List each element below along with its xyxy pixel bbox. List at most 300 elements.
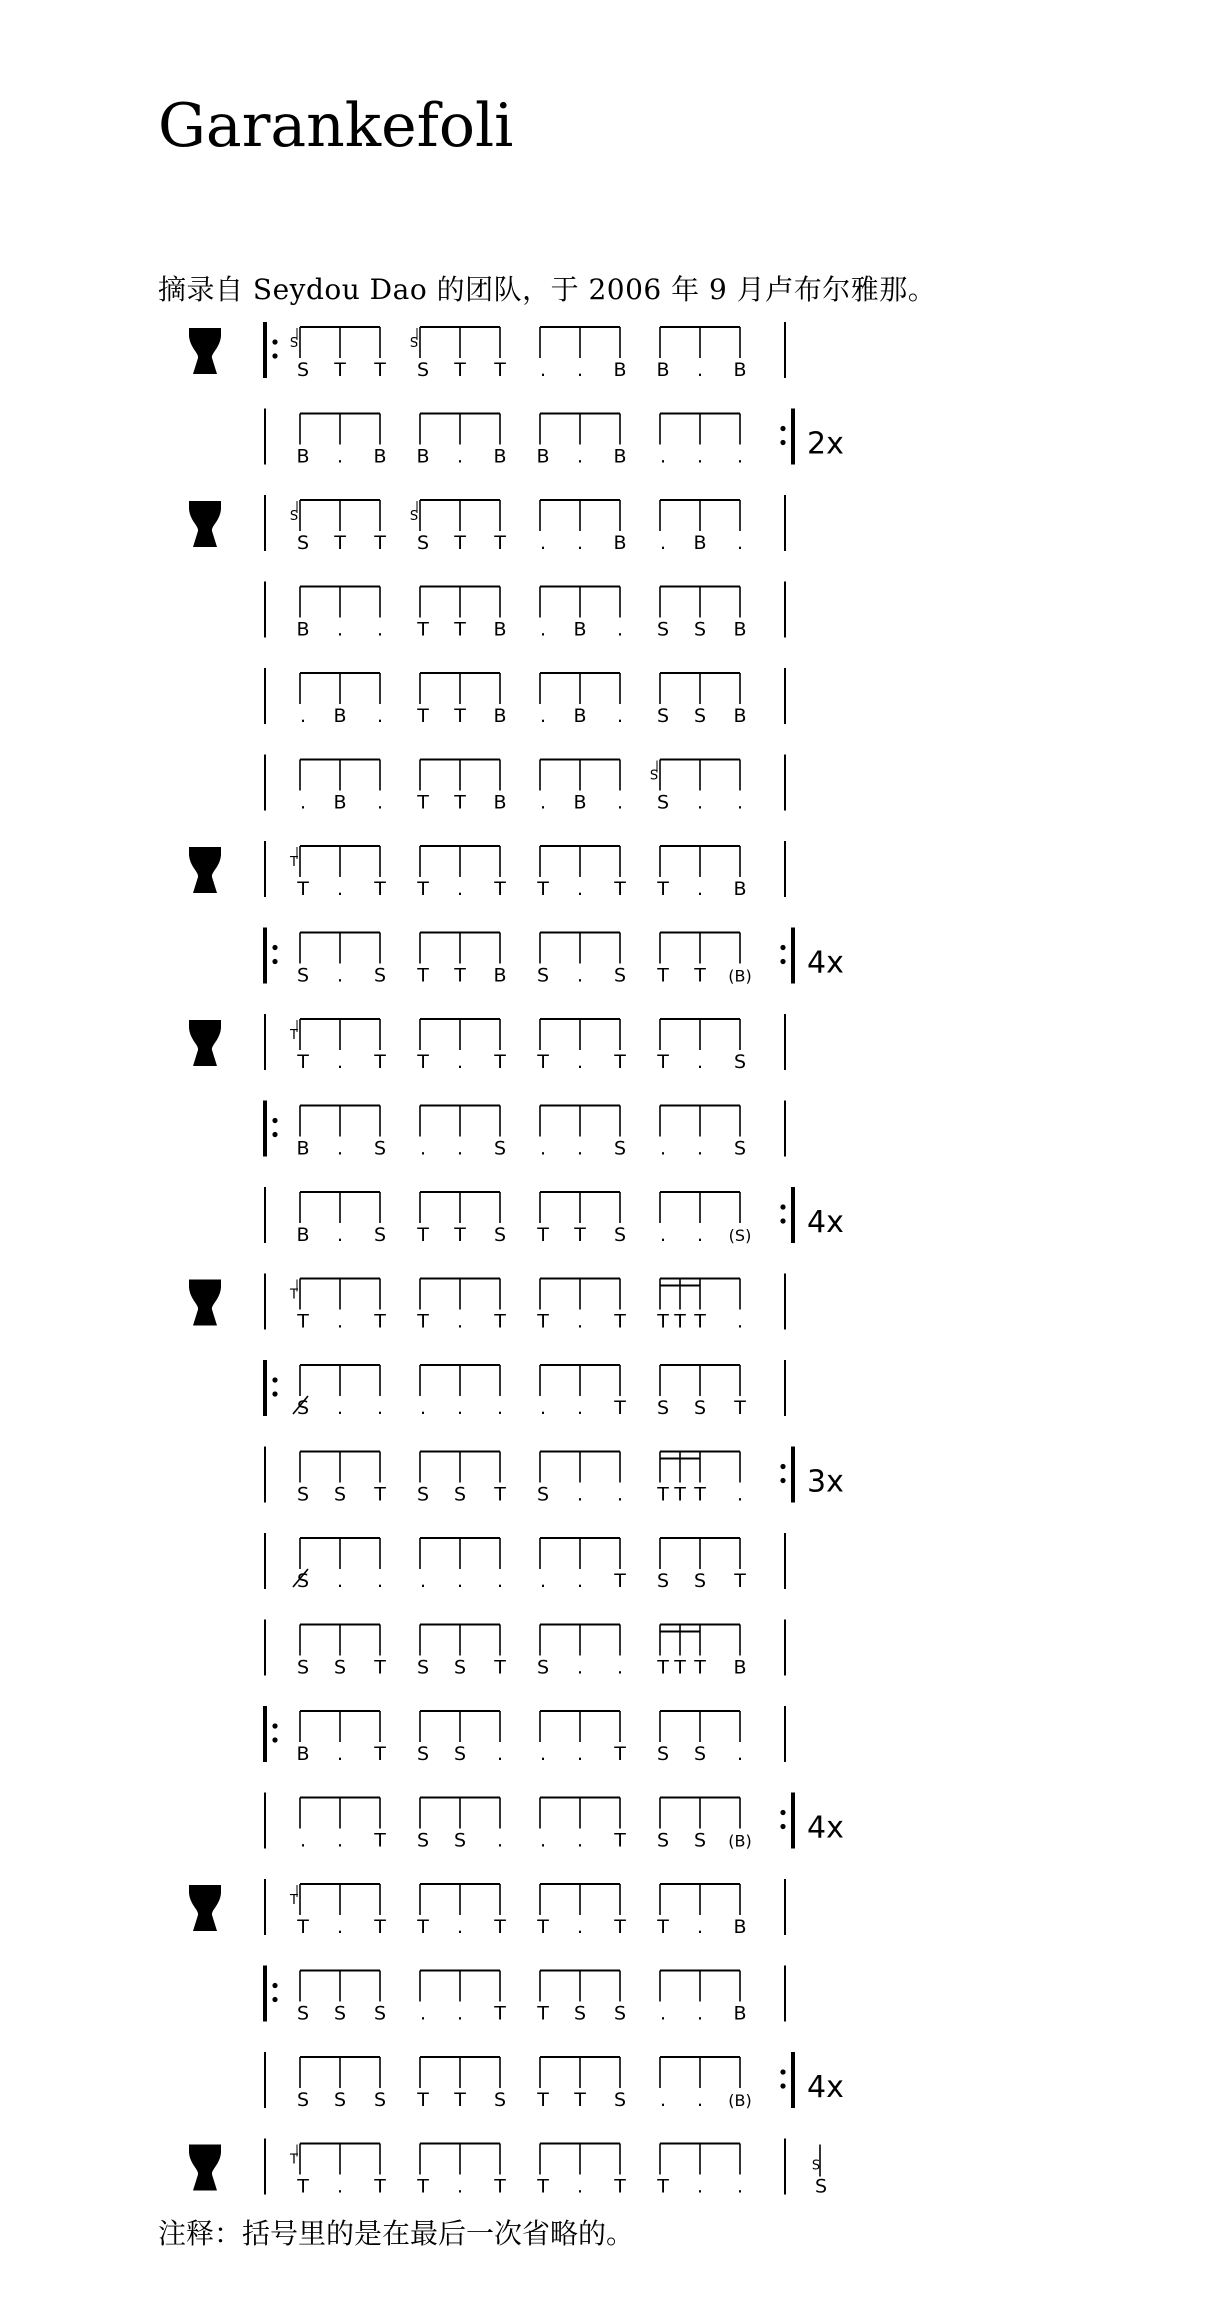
note-label: B (333, 705, 347, 727)
beat-group (290, 500, 386, 554)
note-label: . (419, 2002, 427, 2025)
note-label: S (613, 2002, 627, 2025)
repeat-dot (780, 2083, 785, 2088)
note-label: S (373, 1137, 387, 1160)
note-label: . (736, 532, 744, 554)
beat-group (420, 1971, 506, 2025)
note-label: . (336, 1224, 344, 1246)
beat-group (540, 327, 627, 381)
note-label: S (453, 1829, 467, 1852)
beat-group (540, 1365, 626, 1419)
beat-group (540, 760, 623, 814)
beat-group (297, 933, 386, 987)
note-label: T (297, 1051, 309, 1073)
note-label: T (614, 878, 626, 900)
note-label: T (674, 1656, 686, 1679)
note-label: S (656, 1397, 670, 1419)
note-label: . (336, 1829, 344, 1852)
note-label: (B) (728, 966, 752, 986)
drum-shape (189, 1020, 221, 1066)
note-label: . (696, 445, 704, 468)
beat-group (289, 846, 386, 900)
note-label: T (537, 1224, 549, 1246)
note-label: B (493, 618, 507, 641)
note-label: . (696, 1137, 704, 1160)
repeat-dot (780, 1810, 785, 1815)
beat-group (416, 760, 506, 814)
note-label: S (493, 2089, 507, 2111)
note-label: T (614, 1916, 626, 1938)
note-label: T (494, 1656, 506, 1679)
note-label: . (659, 2002, 667, 2025)
note-label: . (576, 1051, 584, 1073)
repeat-count: 4x (807, 1810, 844, 1846)
note-label: . (336, 1051, 344, 1073)
note-label: T (417, 791, 429, 814)
beat-group (296, 414, 386, 468)
note-label: . (376, 1397, 384, 1419)
flam-grace-note: S (289, 336, 299, 351)
beat-group (657, 673, 747, 727)
note-label: . (539, 618, 547, 641)
note-label: . (419, 1570, 427, 1592)
note-label: T (417, 618, 429, 641)
repeat-dot (780, 2069, 785, 2074)
note-label: . (576, 878, 584, 900)
note-label: T (537, 2175, 549, 2198)
note-label: T (417, 1224, 429, 1246)
note-label: T (614, 2175, 626, 2198)
note-label: T (454, 359, 466, 381)
note-label: T (494, 359, 506, 381)
beat-group (289, 2144, 386, 2198)
beat-group (297, 1452, 386, 1506)
note-label: . (336, 1916, 344, 1938)
beat-group (656, 846, 746, 900)
beat-group (540, 1798, 626, 1852)
note-label: S (656, 791, 670, 814)
note-label: . (576, 964, 584, 987)
beat-group (657, 1798, 752, 1852)
note-label: T (614, 1051, 626, 1073)
note-label: . (736, 1483, 744, 1506)
note-label: B (656, 359, 670, 381)
note-label: T (694, 1310, 706, 1333)
rhythm-row (265, 2052, 844, 2111)
beat-group (416, 2057, 506, 2111)
note-label: S (373, 2002, 387, 2025)
note-label: B (493, 445, 507, 468)
note-label: B (573, 705, 587, 727)
beat-group (657, 1365, 746, 1419)
beat-group (296, 587, 383, 641)
note-label: . (336, 878, 344, 900)
beat-group (416, 933, 506, 987)
note-label: T (297, 1310, 309, 1333)
note-label: T (374, 532, 386, 554)
note-label: T (494, 1310, 506, 1333)
note-label: . (456, 1310, 464, 1333)
note-label: S (733, 1137, 747, 1160)
rhythm-row (189, 2139, 827, 2198)
repeat-dot (272, 1737, 277, 1742)
note-label: S (493, 1137, 507, 1160)
note-label: . (616, 1656, 624, 1679)
note-label: B (493, 791, 507, 814)
note-label: S (296, 359, 310, 381)
note-label: . (736, 2175, 744, 2198)
djembe-drum-icon (189, 1020, 221, 1066)
beat-group (536, 846, 626, 900)
beat-group (660, 500, 743, 554)
beat-group (657, 1711, 743, 1765)
note-label: . (736, 1310, 744, 1333)
note-label: T (537, 1051, 549, 1073)
note-label: . (376, 1570, 384, 1592)
repeat-count: 4x (807, 2070, 844, 2105)
repeat-dot (272, 1118, 277, 1123)
note-label: T (657, 1656, 669, 1679)
repeat-dot (272, 945, 277, 950)
note-label: T (657, 1916, 669, 1938)
note-label: . (336, 1397, 344, 1419)
drum-shape (189, 501, 221, 547)
note-label: S (373, 1224, 387, 1246)
drum-shape (189, 328, 221, 374)
note-label: S (613, 1224, 627, 1246)
beat-group (416, 587, 506, 641)
note-label: B (613, 445, 627, 468)
beat-group (650, 760, 743, 814)
beat-group (660, 1192, 751, 1246)
beat-group (416, 673, 506, 727)
note-label: T (614, 1397, 626, 1419)
note-label: S (416, 359, 430, 381)
beat-group (416, 2144, 506, 2198)
note-label: T (494, 1483, 506, 1506)
note-label: B (733, 618, 747, 641)
beat-group (536, 1971, 626, 2025)
beat-group (296, 1711, 386, 1765)
beat-group (297, 1625, 386, 1679)
note-label: S (733, 1051, 747, 1073)
note-label: . (456, 878, 464, 900)
beat-group (410, 327, 506, 381)
note-label: B (613, 359, 627, 381)
note-label: S (656, 1829, 670, 1852)
note-label: . (539, 1397, 547, 1419)
note-label: T (574, 1224, 586, 1246)
note-label: S (333, 2089, 347, 2111)
note-label: S (296, 964, 310, 987)
beat-group (536, 1019, 626, 1073)
flam-grace-note: S (409, 336, 419, 351)
note-label: T (674, 1310, 686, 1333)
repeat-dot (780, 1478, 785, 1483)
note-label: T (494, 532, 506, 554)
note-label: . (696, 2175, 704, 2198)
rhythm-row (265, 1966, 785, 2025)
note-label: . (736, 1743, 744, 1765)
beat-group (540, 1538, 626, 1592)
note-label: S (536, 1656, 550, 1679)
beat-group (657, 1538, 746, 1592)
note-label: . (576, 1483, 584, 1506)
beat-group (537, 1625, 623, 1679)
beat-group (297, 2057, 386, 2111)
note-label: . (496, 1829, 504, 1852)
note-label: B (733, 1916, 747, 1938)
beat-group (537, 933, 626, 987)
beat-group (536, 1279, 626, 1333)
footnote: 注释：括号里的是在最后一次省略的。 (158, 2217, 635, 2250)
note-label: . (336, 1137, 344, 1160)
note-label: . (336, 1570, 344, 1592)
note-label: . (659, 532, 667, 554)
note-label: S (693, 1829, 707, 1852)
note-label: . (299, 1829, 307, 1852)
note-label: T (614, 1743, 626, 1765)
flam-grace-note: S (649, 768, 659, 784)
note-label: . (496, 1570, 504, 1592)
note-label: T (694, 1483, 706, 1506)
flam-grace-note: S (811, 2158, 821, 2174)
note-label: S (416, 1829, 430, 1852)
note-label: . (576, 1397, 584, 1419)
note-label: . (539, 532, 547, 554)
note-label: T (494, 878, 506, 900)
note-label: . (539, 1829, 547, 1852)
note-label: . (696, 878, 704, 900)
note-label: S (333, 1656, 347, 1679)
note-label: T (417, 878, 429, 900)
note-label: S (656, 618, 670, 641)
note-label: . (576, 1829, 584, 1852)
beat-group (289, 1884, 386, 1938)
note-label: T (494, 2002, 506, 2025)
note-label: . (696, 1916, 704, 1938)
note-label: S (296, 1656, 310, 1679)
beat-group (660, 414, 743, 468)
rhythm-row (265, 928, 844, 987)
beat-group (656, 1279, 743, 1333)
note-label: T (297, 878, 309, 900)
rhythm-row (265, 1187, 844, 1246)
beat-group (300, 673, 383, 727)
note-label: S (693, 618, 707, 641)
note-label: S (416, 1656, 430, 1679)
repeat-count: 2x (807, 426, 844, 462)
note-label: . (736, 791, 744, 814)
beat-group (417, 1798, 503, 1852)
flam-grace-note: T (290, 2152, 298, 2168)
beat-group (656, 2144, 743, 2198)
repeat-count: 3x (807, 1464, 844, 1500)
note-label: . (456, 2002, 464, 2025)
note-label: B (296, 1224, 310, 1246)
note-label: T (614, 1310, 626, 1333)
rhythm-row (265, 1620, 785, 1679)
note-label: . (616, 618, 624, 641)
beat-group (296, 1106, 386, 1160)
beat-group (540, 587, 623, 641)
note-label: . (659, 1137, 667, 1160)
beat-group (540, 1106, 626, 1160)
note-label: S (536, 1483, 550, 1506)
note-label: . (376, 791, 384, 814)
repeat-count: 4x (807, 945, 844, 981)
note-label: . (336, 964, 344, 987)
beat-group (289, 1019, 386, 1073)
note-label: T (657, 2175, 669, 2198)
rhythm-row (265, 1101, 785, 1160)
note-label: T (374, 1051, 386, 1073)
repeat-dot (780, 440, 785, 445)
note-label: . (696, 791, 704, 814)
note-label: T (334, 359, 346, 381)
note-label: B (693, 532, 707, 554)
note-label: . (456, 1570, 464, 1592)
note-label: S (656, 1570, 670, 1592)
note-label: S (573, 2002, 587, 2025)
note-label: . (576, 1310, 584, 1333)
note-label: S (493, 1224, 507, 1246)
repeat-dot (780, 945, 785, 950)
beat-group (420, 1106, 506, 1160)
beat-group (536, 2057, 626, 2111)
beat-group (297, 1971, 386, 2025)
note-label: T (454, 618, 466, 641)
note-label: . (576, 445, 584, 468)
beat-group (660, 2057, 752, 2111)
rhythm-row (265, 582, 785, 641)
repeat-dot (272, 1391, 277, 1396)
flam-grace-note: T (290, 1028, 298, 1043)
page-title: Garankefoli (158, 91, 514, 161)
note-label: B (296, 1743, 310, 1765)
note-label: T (614, 1829, 626, 1852)
note-label: T (574, 2089, 586, 2111)
note-label: . (376, 705, 384, 727)
note-label: T (374, 1310, 386, 1333)
beat-group (416, 414, 506, 468)
note-label: . (336, 2175, 344, 2198)
drum-shape (189, 2145, 221, 2191)
note-label: B (333, 791, 347, 814)
note-label: T (374, 878, 386, 900)
note-label: S (373, 964, 387, 987)
note-label: S (373, 2089, 387, 2111)
note-label: . (616, 705, 624, 727)
note-label: T (614, 1570, 626, 1592)
note-label: B (493, 705, 507, 727)
note-label: S (693, 1397, 707, 1419)
drum-shape (189, 847, 221, 893)
note-label: . (419, 1137, 427, 1160)
flam-grace-note: S (409, 509, 419, 524)
beat-group (656, 1019, 746, 1073)
note-label: B (573, 618, 587, 641)
note-label: . (616, 1483, 624, 1506)
note-label: B (373, 445, 387, 468)
beat-group (540, 500, 627, 554)
note-label: S (536, 964, 550, 987)
note-label: B (296, 1137, 310, 1160)
beat-group (656, 1452, 743, 1506)
djembe-drum-icon (189, 2145, 221, 2191)
rhythm-row (189, 322, 785, 381)
beat-group (536, 1884, 626, 1938)
rhythm-row (189, 495, 785, 554)
repeat-dot (272, 339, 277, 344)
djembe-drum-icon (189, 847, 221, 893)
note-label: T (734, 1397, 746, 1419)
repeat-dot (272, 353, 277, 358)
note-label: . (539, 359, 547, 381)
note-label: S (613, 964, 627, 987)
note-label: . (456, 2175, 464, 2198)
note-label: . (299, 705, 307, 727)
repeat-count: 4x (807, 1205, 844, 1240)
note-label: S (693, 705, 707, 727)
note-label: T (454, 532, 466, 554)
note-label: T (417, 1310, 429, 1333)
note-label: B (733, 705, 747, 727)
rhythm-row (265, 1706, 785, 1765)
note-label: S (656, 705, 670, 727)
beat-group (420, 1538, 503, 1592)
note-label: . (456, 1397, 464, 1419)
note-label: S (416, 532, 430, 554)
repeat-dot (780, 1218, 785, 1223)
beat-group (656, 1884, 746, 1938)
repeat-dot (272, 1377, 277, 1382)
beat-group (416, 846, 506, 900)
drum-shape (189, 1885, 221, 1931)
note-label: . (539, 1137, 547, 1160)
note-label: . (496, 1743, 504, 1765)
beat-group (416, 1192, 506, 1246)
note-label: T (334, 532, 346, 554)
note-label: . (419, 1397, 427, 1419)
flam-grace-note: S (289, 509, 299, 524)
note-label: T (537, 2089, 549, 2111)
note-label: . (576, 2175, 584, 2198)
note-label: . (576, 1570, 584, 1592)
note-label: S (296, 1570, 310, 1592)
note-label: . (659, 445, 667, 468)
note-label: T (417, 1916, 429, 1938)
note-label: T (374, 1483, 386, 1506)
note-label: T (454, 1224, 466, 1246)
rhythm-row (265, 1793, 844, 1852)
beat-group (300, 1798, 386, 1852)
note-label: . (456, 1137, 464, 1160)
beat-group (656, 933, 752, 987)
note-label: T (657, 1483, 669, 1506)
note-label: . (336, 445, 344, 468)
beat-group (536, 414, 626, 468)
note-label: T (674, 1483, 686, 1506)
beat-group (293, 1365, 383, 1419)
beat-group (290, 327, 386, 381)
note-label: S (613, 2089, 627, 2111)
repeat-dot (780, 1464, 785, 1469)
repeat-dot (780, 1204, 785, 1209)
note-label: . (456, 445, 464, 468)
note-label: . (496, 1397, 504, 1419)
note-label: T (374, 1656, 386, 1679)
